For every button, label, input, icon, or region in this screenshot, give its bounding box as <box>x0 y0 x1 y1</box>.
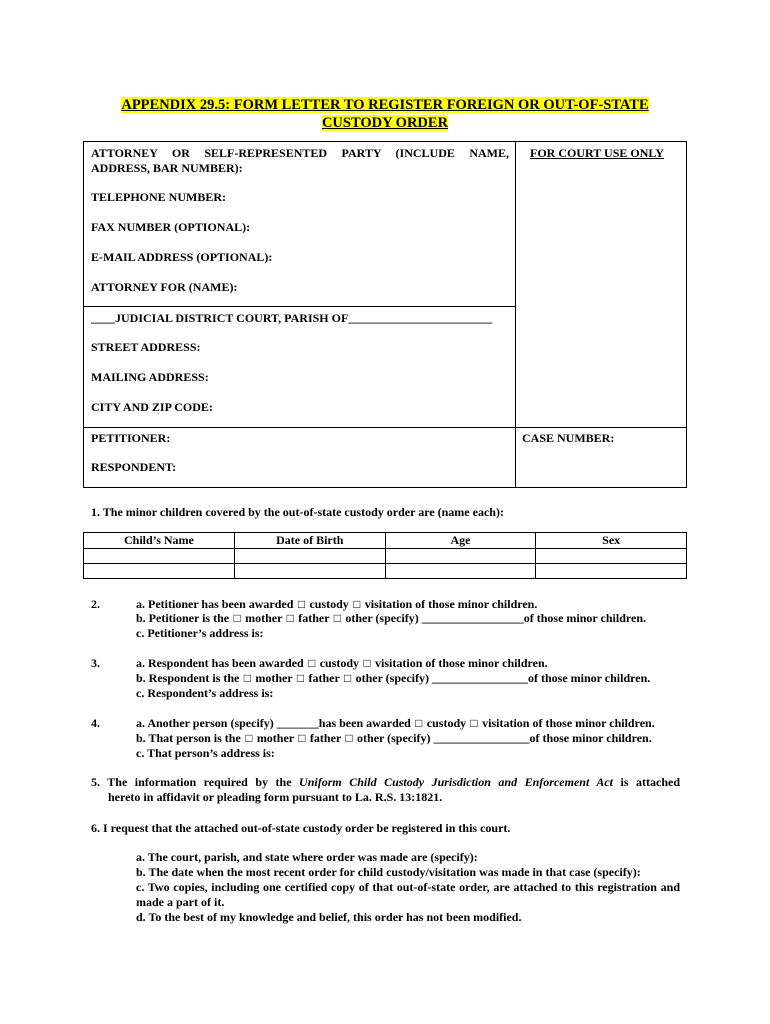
ucc-act-name: Uniform Child Custody Jurisdiction and Enforcement Act <box>299 775 614 789</box>
checkbox-mother[interactable]: □ <box>233 611 241 625</box>
form-title <box>0 96 770 132</box>
item-6-line-d: d. To the best of my knowledge and belief, this order has not been modified. <box>136 910 522 924</box>
col-age: Age <box>385 533 536 549</box>
checkbox-other[interactable]: □ <box>345 731 353 745</box>
item-2-number: 2. <box>91 597 100 611</box>
street-address-label: STREET ADDRESS: <box>91 340 201 354</box>
item-3-line-b: b. Respondent is the □ mother □ father □ other (specify) ________________of those minor children. <box>136 671 651 685</box>
item-1-text: 1. The minor children covered by the out-of-state custody order are (name each): <box>91 505 504 519</box>
form-title-line1: APPENDIX 29.5: FORM LETTER TO REGISTER FOREIGN OR OUT-OF-STATE <box>121 97 649 113</box>
children-table-header <box>84 533 687 549</box>
checkbox-visitation[interactable]: □ <box>363 656 371 670</box>
table-row <box>84 549 687 564</box>
checkbox-other[interactable]: □ <box>333 611 341 625</box>
checkbox-father[interactable]: □ <box>286 611 294 625</box>
fax-label: FAX NUMBER (OPTIONAL): <box>91 220 251 234</box>
item-6-text: 6. I request that the attached out-of-state custody order be registered in this court. <box>91 821 511 835</box>
caption-divider-court <box>83 306 516 307</box>
item-6-line-c: c. Two copies, including one certified copy of that out-of-state order, are attached to this registration and made a part of it. <box>136 880 680 909</box>
checkbox-visitation[interactable]: □ <box>470 716 478 730</box>
checkbox-custody[interactable]: □ <box>297 597 306 611</box>
table-cell[interactable] <box>234 564 385 579</box>
item-3-line-a: a. Respondent has been awarded □ custody □ visitation of those minor children. <box>136 656 548 670</box>
attorney-for-label: ATTORNEY FOR (NAME): <box>91 280 238 294</box>
children-table <box>83 532 687 579</box>
item-4-number: 4. <box>91 716 100 730</box>
petitioner-label: PETITIONER: <box>91 431 171 445</box>
table-cell[interactable] <box>234 549 385 564</box>
checkbox-visitation[interactable]: □ <box>353 597 361 611</box>
item-2-line-c: c. Petitioner’s address is: <box>136 626 264 640</box>
attorney-label: ATTORNEY OR SELF-REPRESENTED PARTY (INCLUDE NAME, ADDRESS, BAR NUMBER): <box>91 146 509 175</box>
specify-blank[interactable]: ________________ <box>432 671 529 685</box>
checkbox-mother[interactable]: □ <box>243 671 251 685</box>
telephone-label: TELEPHONE NUMBER: <box>91 190 227 204</box>
col-date-of-birth: Date of Birth <box>234 533 385 549</box>
table-cell[interactable] <box>385 549 536 564</box>
item-3-line-c: c. Respondent’s address is: <box>136 686 274 700</box>
item-5-text: 5. The information required by the Uniform Child Custody Jurisdiction and Enforcement Act is attached hereto in affidavit or pleading form pursuant to La. R.S. 13:1821. <box>91 775 681 804</box>
item-4-line-b: b. That person is the □ mother □ father □ other (specify) ________________of those minor children. <box>136 731 652 745</box>
item-6-subitems <box>136 850 680 925</box>
checkbox-custody[interactable]: □ <box>308 656 316 670</box>
table-row <box>84 564 687 579</box>
form-title-line2: CUSTODY ORDER <box>321 115 449 131</box>
table-cell[interactable] <box>536 549 687 564</box>
district-court-line: ____JUDICIAL DISTRICT COURT, PARISH OF________________________ <box>91 311 493 325</box>
item-4-line-c: c. That person’s address is: <box>136 746 275 760</box>
email-label: E-MAIL ADDRESS (OPTIONAL): <box>91 250 273 264</box>
case-number-label: CASE NUMBER: <box>522 431 615 445</box>
checkbox-mother[interactable]: □ <box>245 731 253 745</box>
col-sex: Sex <box>536 533 687 549</box>
caption-vertical-divider <box>515 141 516 488</box>
mailing-address-label: MAILING ADDRESS: <box>91 370 209 384</box>
court-use-label: FOR COURT USE ONLY <box>530 146 664 160</box>
item-3-number: 3. <box>91 656 100 670</box>
respondent-label: RESPONDENT: <box>91 460 177 474</box>
city-zip-label: CITY AND ZIP CODE: <box>91 400 213 414</box>
specify-blank[interactable]: ________________ <box>433 731 530 745</box>
table-cell[interactable] <box>536 564 687 579</box>
specify-blank[interactable]: _______ <box>276 716 319 730</box>
checkbox-other[interactable]: □ <box>343 671 352 685</box>
item-6-line-a: a. The court, parish, and state where order was made are (specify): <box>136 850 478 864</box>
table-cell[interactable] <box>385 564 536 579</box>
item-6-line-b: b. The date when the most recent order for child custody/visitation was made in that case (specify): <box>136 865 641 879</box>
table-cell[interactable] <box>84 549 235 564</box>
item-4-line-a: a. Another person (specify) _______has been awarded □ custody □ visitation of those minor children. <box>136 716 655 730</box>
checkbox-father[interactable]: □ <box>296 671 305 685</box>
table-cell[interactable] <box>84 564 235 579</box>
checkbox-custody[interactable]: □ <box>415 716 423 730</box>
col-child-name: Child’s Name <box>84 533 235 549</box>
specify-blank[interactable]: _________________ <box>421 611 524 625</box>
item-2-line-a: a. Petitioner has been awarded □ custody □ visitation of those minor children. <box>136 597 538 611</box>
item-2-line-b: b. Petitioner is the □ mother □ father □ other (specify) _________________of those minor children. <box>136 611 646 625</box>
checkbox-father[interactable]: □ <box>298 731 306 745</box>
caption-divider-parties <box>83 427 687 428</box>
